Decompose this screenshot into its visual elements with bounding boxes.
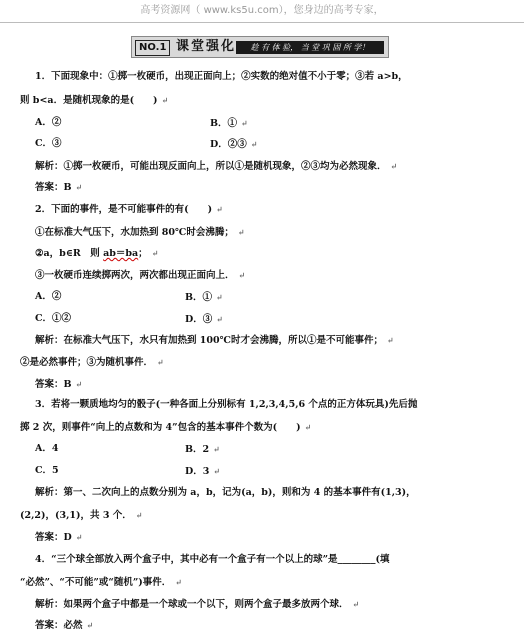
q3-stem: 3．若将一颗质地均匀的骰子(一种各面上分别标有 1,2,3,4,5,6 个点的正方体玩具)先后抛 bbox=[35, 399, 418, 410]
paragraph-mark-icon: ↵ bbox=[390, 161, 398, 171]
paragraph-mark-icon: ↵ bbox=[237, 227, 245, 237]
paragraph-mark-icon: ↵ bbox=[238, 270, 246, 280]
paragraph-mark-icon: ↵ bbox=[75, 379, 83, 389]
paragraph-mark-icon: ↵ bbox=[387, 335, 394, 345]
paragraph-mark-icon: ↵ bbox=[75, 532, 83, 542]
q1-stem: 1．下面现象中：①掷一枚硬币，出现正面向上；②实数的绝对值不小于零；③若 a>b， bbox=[35, 71, 408, 82]
q3-option-d: D．3 ↵ bbox=[185, 466, 221, 477]
paragraph-mark-icon: ↵ bbox=[213, 466, 221, 476]
q1-answer: 答案：B ↵ bbox=[35, 182, 83, 193]
q4-analysis: 解析：如果两个盒子中都是一个球或一个以下，则两个盒子最多放两个球． ↵ bbox=[35, 599, 360, 610]
q2-analysis-cont: ②是必然事件；③为随机事件． ↵ bbox=[20, 357, 164, 368]
q2-stem: 2．下面的事件，是不可能事件的有( ) ↵ bbox=[35, 204, 223, 215]
paragraph-mark-icon: ↵ bbox=[175, 577, 182, 587]
q3-answer: 答案：D ↵ bbox=[35, 532, 83, 543]
paragraph-mark-icon: ↵ bbox=[86, 620, 94, 630]
page-header: 高考资源网（ www.ks5u.com），您身边的高考专家， bbox=[0, 0, 524, 23]
q3-option-b: B．2 ↵ bbox=[185, 444, 220, 455]
q2-item-3: ③一枚硬币连续掷两次，两次都出现正面向上． ↵ bbox=[35, 270, 246, 281]
q2-option-c: C．①② bbox=[35, 313, 72, 324]
q2-analysis: 解析：在标准大气压下，水只有加热到 100℃时才会沸腾，所以①是不可能事件； ↵ bbox=[35, 335, 394, 346]
paragraph-mark-icon: ↵ bbox=[241, 118, 248, 128]
paragraph-mark-icon: ↵ bbox=[250, 139, 258, 149]
q4-stem-cont: “必然”、“不可能”或“随机”)事件． ↵ bbox=[20, 577, 182, 588]
paragraph-mark-icon: ↵ bbox=[216, 314, 223, 324]
paragraph-mark-icon: ↵ bbox=[161, 95, 169, 105]
q3-stem-cont: 掷 2 次，则事件“向上的点数和为 4”包含的基本事件个数为( ) ↵ bbox=[20, 422, 312, 433]
q1-option-a: A．② bbox=[35, 117, 62, 128]
paragraph-mark-icon: ↵ bbox=[151, 248, 159, 258]
q1-option-b: B．① ↵ bbox=[210, 118, 248, 129]
paragraph-mark-icon: ↵ bbox=[213, 444, 220, 454]
section-subtitle: 趁 有 体 验， 当 堂 巩 固 所 学！ bbox=[236, 41, 384, 54]
q3-analysis-cont: (2,2)，(3,1)，共 3 个． ↵ bbox=[20, 510, 143, 521]
q4-answer: 答案：必然 ↵ bbox=[35, 620, 94, 631]
q2-item-2: ②a，b∈R 则 ab＝ba； ↵ bbox=[35, 248, 159, 259]
q3-analysis: 解析：第一、二次向上的点数分别为 a，b，记为(a，b)，则和为 4 的基本事件有(1,3)， bbox=[35, 487, 416, 498]
q2-answer: 答案：B ↵ bbox=[35, 379, 83, 390]
paragraph-mark-icon: ↵ bbox=[216, 292, 223, 302]
q1-stem-cont: 则 b<a．是随机现象的是( ) ↵ bbox=[20, 95, 169, 106]
q2-option-d: D．③ ↵ bbox=[185, 314, 223, 325]
section-number: NO.1 bbox=[135, 40, 170, 56]
paragraph-mark-icon: ↵ bbox=[135, 510, 143, 520]
q2-item-1: ①在标准大气压下，水加热到 80℃时会沸腾； ↵ bbox=[35, 227, 245, 238]
q3-option-c: C．5 bbox=[35, 465, 59, 476]
q1-analysis: 解析：①掷一枚硬币，可能出现反面向上，所以①是随机现象，②③均为必然现象． ↵ bbox=[35, 161, 398, 172]
section-title: 课堂强化 bbox=[176, 39, 237, 54]
paragraph-mark-icon: ↵ bbox=[75, 182, 83, 192]
q1-option-c: C．③ bbox=[35, 138, 62, 149]
paragraph-mark-icon: ↵ bbox=[216, 204, 223, 214]
paragraph-mark-icon: ↵ bbox=[352, 599, 360, 609]
q2-option-a: A．② bbox=[35, 291, 62, 302]
paragraph-mark-icon: ↵ bbox=[157, 357, 164, 367]
spell-check-underline: ab＝ba bbox=[103, 248, 139, 259]
q2-option-b: B．① ↵ bbox=[185, 292, 223, 303]
q4-stem: 4．“三个球全部放入两个盒子中，其中必有一个盒子有一个以上的球”是________(填 bbox=[35, 554, 390, 565]
paragraph-mark-icon: ↵ bbox=[304, 422, 312, 432]
q3-option-a: A．4 bbox=[35, 443, 59, 454]
q1-option-d: D．②③ ↵ bbox=[210, 139, 258, 150]
section-banner bbox=[131, 36, 389, 58]
